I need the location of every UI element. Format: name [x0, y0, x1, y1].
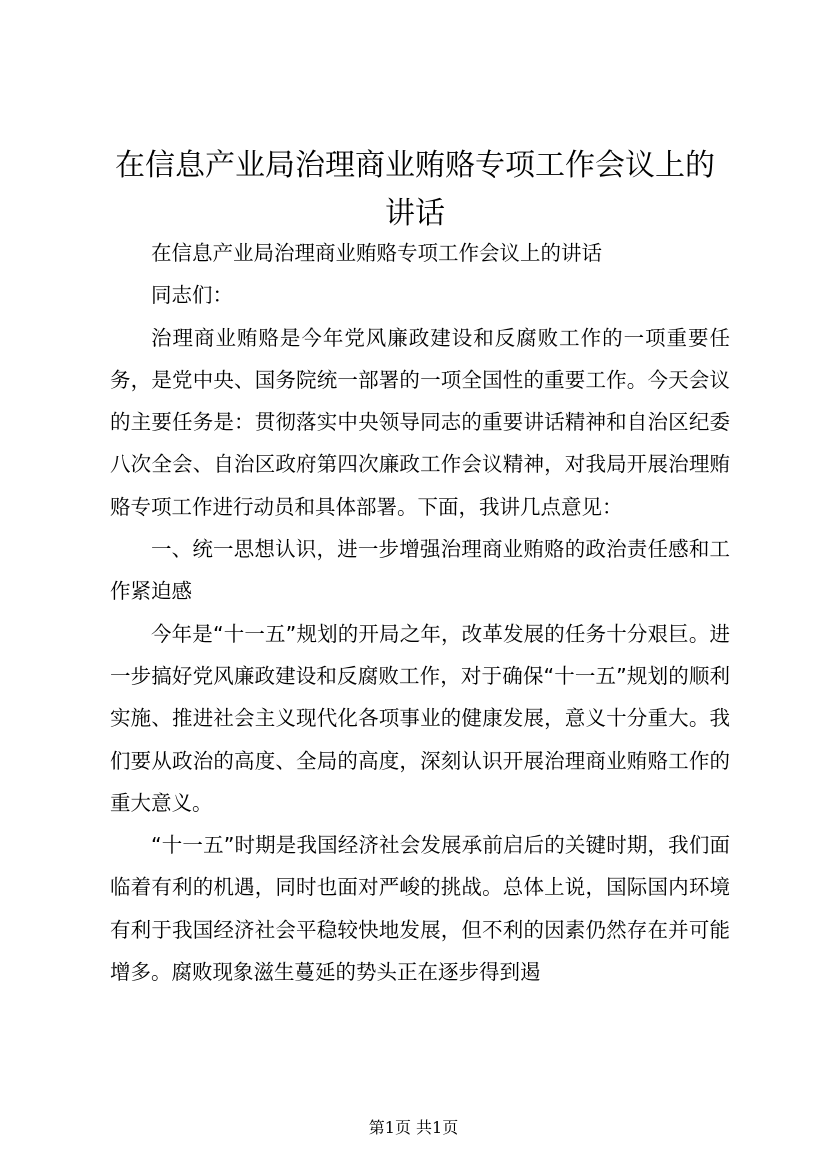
subtitle-paragraph: 在信息产业局治理商业贿赂专项工作会议上的讲话 — [151, 241, 602, 265]
document-body — [110, 232, 730, 993]
title-line-2: 讲话 — [385, 196, 445, 231]
title-line-1: 在信息产业局治理商业贿赂专项工作会议上的 — [115, 148, 715, 183]
body-paragraph: “十一五”时期是我国经济社会发展承前启后的关键时期，我们面临着有利的机遇，同时也面对严峻的挑战。总体上说，国际国内环境有利于我国经济社会平稳较快地发展，但不利的因素仍然存在并可能增多。腐败现象滋生蔓延的势头正在逐步得到遏 — [110, 833, 730, 985]
body-paragraph: 治理商业贿赂是今年党风廉政建设和反腐败工作的一项重要任务，是党中央、国务院统一部署的一项全国性的重要工作。今天会议的主要任务是：贯彻落实中央领导同志的重要讲话精神和自治区纪委八次全会、自治区政府第四次廉政工作会议精神，对我局开展治理贿赂专项工作进行动员和具体部署。下面，我讲几点意见： — [110, 325, 730, 519]
body-paragraph: 今年是“十一五”规划的开局之年，改革发展的任务十分艰巨。进一步搞好党风廉政建设和反腐败工作，对于确保“十一五”规划的顺利实施、推进社会主义现代化各项事业的健康发展，意义十分重大。我们要从政治的高度、全局的高度，深刻认识开展治理商业贿赂工作的重大意义。 — [110, 621, 730, 815]
page-footer: 第1页 共1页 — [368, 1118, 459, 1137]
section-heading-paragraph: 一、统一思想认识，进一步增强治理商业贿赂的政治责任感和工作紧迫感 — [110, 537, 730, 604]
salutation-paragraph: 同志们： — [151, 283, 233, 308]
document-title — [95, 142, 735, 238]
